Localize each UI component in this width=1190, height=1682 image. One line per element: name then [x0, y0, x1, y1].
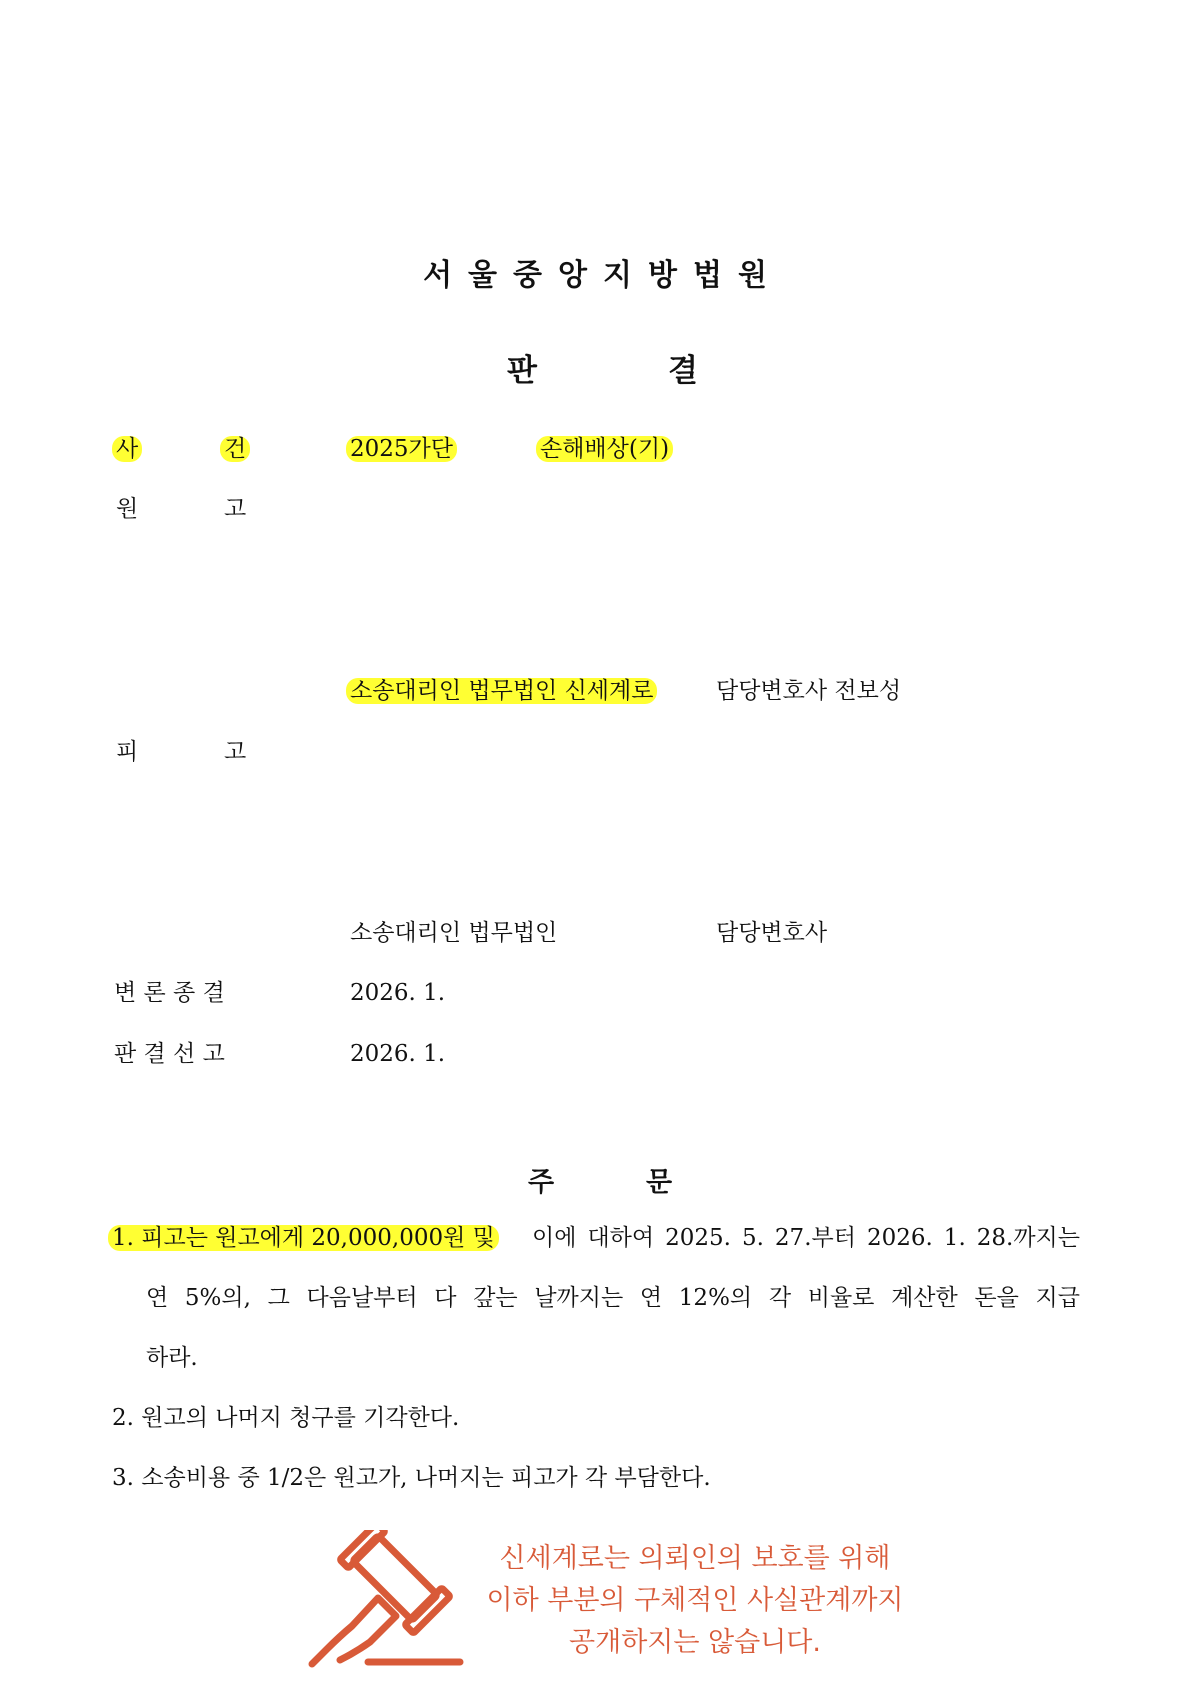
sentence-label: 판 결 선 고: [114, 1041, 225, 1067]
closing-date: 2026. 1.: [350, 980, 446, 1006]
case-number: 2025가단: [346, 434, 457, 464]
gavel-icon: [300, 1530, 470, 1670]
case-label-2: 건: [220, 434, 250, 464]
defendant-agent: 소송대리인 법무법인: [350, 920, 558, 946]
closing-label: 변 론 종 결: [114, 980, 225, 1006]
notice-text: [465, 1538, 925, 1664]
order-item-1-line2: 연 5%의, 그 다음날부터 다 갚는 날까지는 연 12%의 각 비율로 계산한 돈을 지급: [146, 1285, 1080, 1311]
order-item-1-line3: 하라.: [146, 1345, 198, 1371]
plaintiff-attorney: 담당변호사 전보성: [716, 678, 902, 704]
order-item-3: 3. 소송비용 중 1/2은 원고가, 나머지는 피고가 각 부담한다.: [112, 1465, 711, 1491]
order-item-2: 2. 원고의 나머지 청구를 기각한다.: [112, 1405, 460, 1431]
plaintiff-label-1: 원: [116, 496, 139, 522]
plaintiff-agent: 소송대리인 법무법인 신세계로: [346, 676, 657, 706]
defendant-attorney: 담당변호사: [716, 920, 828, 946]
document-title-right: 결: [668, 353, 698, 389]
plaintiff-label-2: 고: [224, 496, 247, 522]
case-name: 손해배상(기): [536, 434, 673, 464]
notice-line-1: 신세계로는 의뢰인의 보호를 위해: [499, 1543, 891, 1574]
order-title-left: 주: [528, 1167, 555, 1198]
case-label-1: 사: [112, 434, 142, 464]
defendant-label-2: 고: [224, 739, 247, 765]
order-item-1-line1: 이에 대하여 2025. 5. 27.부터 2026. 1. 28.까지는: [532, 1225, 1080, 1251]
sentence-date: 2026. 1.: [350, 1041, 446, 1067]
defendant-label-1: 피: [116, 739, 139, 765]
court-name: 서울중앙지방법원: [423, 258, 783, 293]
notice-line-2: 이하 부분의 구체적인 사실관계까지: [486, 1585, 904, 1616]
order-item-1-highlight: 1. 피고는 원고에게 20,000,000원 및: [108, 1223, 499, 1253]
notice-line-3: 공개하지는 않습니다.: [569, 1627, 821, 1658]
order-title-right: 문: [646, 1167, 673, 1198]
document-title-left: 판: [507, 353, 537, 389]
